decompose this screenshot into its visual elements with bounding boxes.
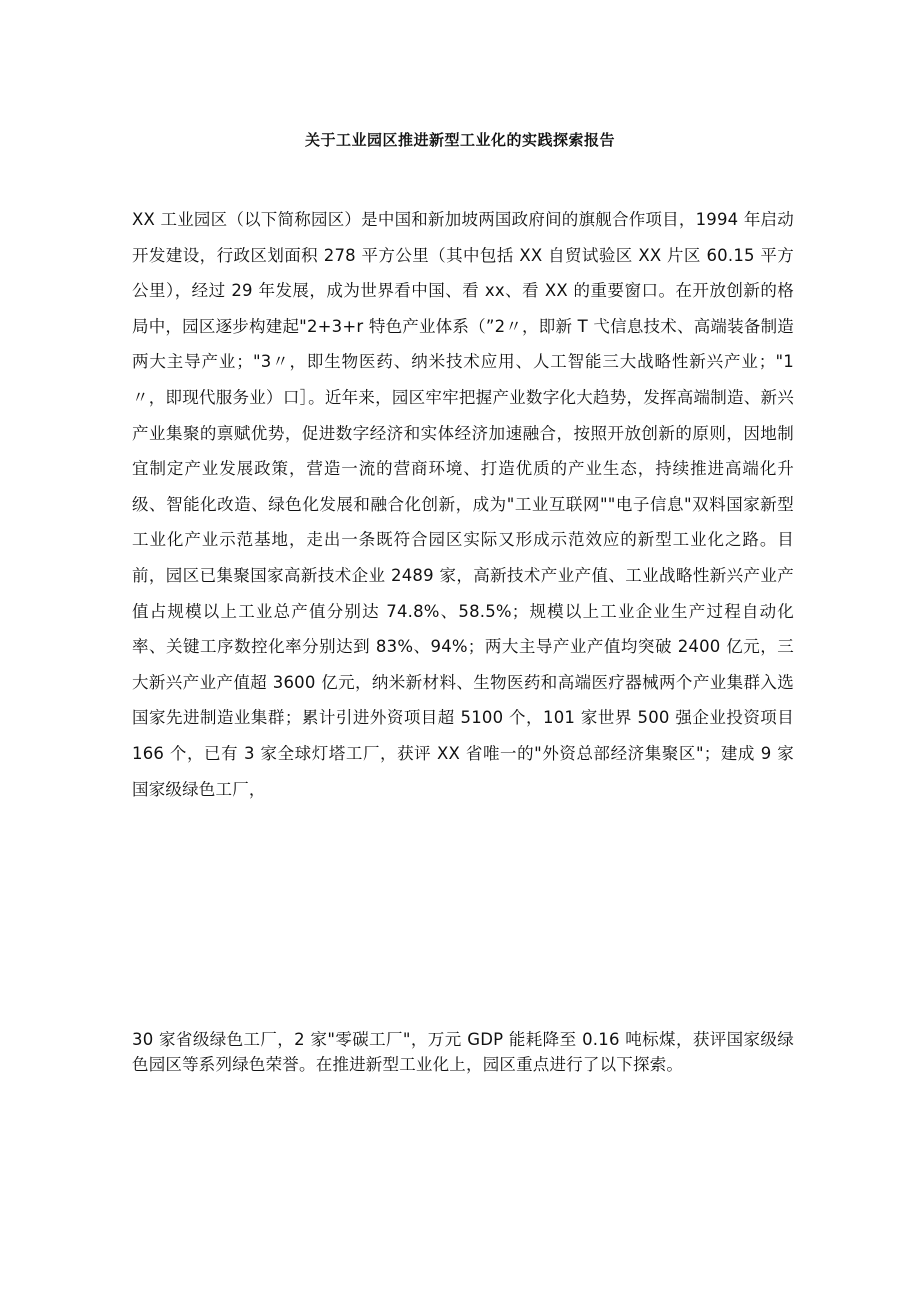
document-title: 关于工业园区推进新型工业化的实践探索报告 <box>304 131 615 149</box>
body-paragraph-2: 30 家省级绿色工厂，2 家"零碳工厂"，万元 GDP 能耗降至 0.16 吨标煤，获评国家级绿色园区等系列绿色荣誉。在推进新型工业化上，园区重点进行了以下探索。 <box>132 1030 794 1074</box>
body-paragraph-1: XX 工业园区（以下简称园区）是中国和新加坡两国政府间的旗舰合作项目，1994 年启动开发建设，行政区划面积 278 平方公里（其中包括 XX 自贸试验区 XX 片区 60.15 平方公里），经过 29 年发展，成为世界看中国、看 xx、看 XX 的重要窗口。在开放创新的格局中，园区逐步构建起"2+3+r 特色产业体系（”2〃，即新 T 弋信息技术、高端装备制造两大主导产业；"3〃，即生物医药、纳米技术应用、人工智能三大战略性新兴产业；"1〃，即现代服务业）口］。近年来，园区牢牢把握产业数字化大趋势，发挥高端制造、新兴产业集聚的禀赋优势，促进数字经济和实体经济加速融合，按照开放创新的原则，因地制宜制定产业发展政策，营造一流的营商环境、打造优质的产业生态，持续推进高端化升级、智能化改造、绿色化发展和融合化创新，成为"工业互联网""电子信息"双料国家新型工业化产业示范基地，走出一条既符合园区实际又形成示范效应的新型工业化之路。目前，园区已集聚国家高新技术企业 2489 家，高新技术产业产值、工业战略性新兴产业产值占规模以上工业总产值分别达 74.8%、58.5%；规模以上工业企业生产过程自动化率、关键工序数控化率分别达到 83%、94%；两大主导产业产值均突破 2400 亿元，三大新兴产业产值超 3600 亿元，纳米新材料、生物医药和高端医疗器械两个产业集群入选国家先进制造业集群；累计引进外资项目超 5100 个，101 家世界 500 强企业投资项目 166 个，已有 3 家全球灯塔工厂，获评 XX 省唯一的"外资总部经济集聚区"；建成 9 家国家级绿色工厂， <box>132 210 794 799</box>
